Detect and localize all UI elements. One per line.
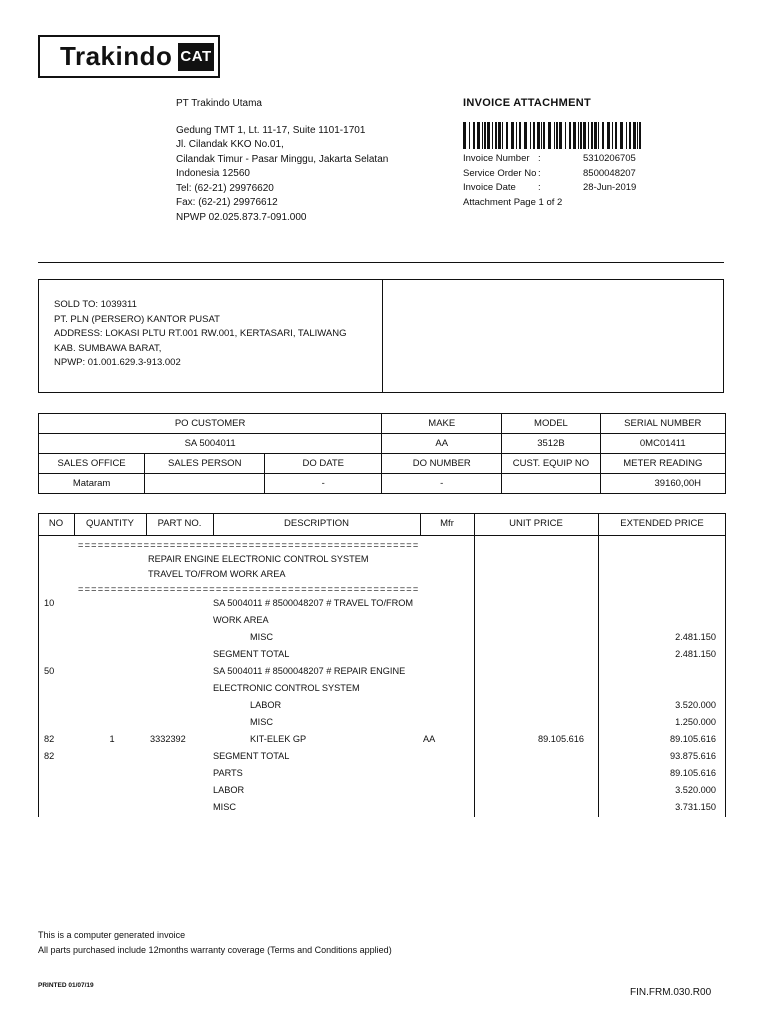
item-qty: 1 (109, 734, 115, 744)
separator: ==================================================== (78, 584, 420, 594)
item-desc: PARTS (213, 768, 243, 778)
barcode-bar (498, 122, 501, 149)
invoice-info (463, 152, 636, 210)
item-ext: 93.875.616 (670, 751, 716, 761)
label: Invoice Number (463, 153, 530, 164)
item-desc: SA 5004011 # 8500048207 # TRAVEL TO/FROM (213, 598, 414, 608)
sales-office: Mataram (39, 474, 145, 494)
header-part-no: PART NO. (157, 518, 202, 529)
company-line: Gedung TMT 1, Lt. 11-17, Suite 1101-1701 (176, 124, 366, 136)
sold-to-text (54, 298, 347, 371)
barcode-bar (533, 122, 535, 149)
header-sales-office: SALES OFFICE (39, 454, 145, 474)
barcode-bar (565, 122, 566, 149)
item-sub: MISC (250, 717, 273, 727)
barcode-bar (487, 122, 490, 149)
item-part: 3332392 (150, 734, 186, 744)
item-ext: 3.520.000 (675, 785, 716, 795)
item-no: 50 (44, 666, 55, 676)
barcode-bar (516, 122, 517, 149)
item-desc: MISC (213, 802, 236, 812)
item-desc: SA 5004011 # 8500048207 # REPAIR ENGINE (213, 666, 406, 676)
invoice-title: INVOICE ATTACHMENT (463, 97, 592, 109)
barcode-bar (511, 122, 514, 149)
item-desc: SEGMENT TOTAL (213, 751, 290, 761)
item-ext: 2.481.150 (675, 649, 716, 659)
header-description: DESCRIPTION (284, 518, 349, 529)
do-date: - (265, 474, 382, 494)
company-line: Cilandak Timur - Pasar Minggu, Jakarta Selatan (176, 153, 389, 165)
barcode-bar (615, 122, 617, 149)
company-address (176, 97, 388, 225)
barcode-bar (543, 122, 545, 149)
barcode-bar (524, 122, 527, 149)
header-make: MAKE (382, 414, 502, 434)
do-number: - (382, 474, 502, 494)
company-name: PT Trakindo Utama (176, 98, 262, 109)
header-mfr: Mfr (440, 518, 454, 529)
table-border (474, 513, 475, 817)
item-mfr: AA (423, 734, 436, 744)
item-desc: WORK AREA (213, 615, 269, 625)
barcode-bar (583, 122, 586, 149)
item-no: 82 (44, 734, 55, 744)
header-no: NO (48, 518, 64, 529)
sold-line: SOLD TO: 1039311 (54, 299, 137, 310)
header-unit-price: UNIT PRICE (509, 518, 563, 529)
invoice-number: 5310206705 (583, 153, 636, 164)
service-order-number: 8500048207 (583, 167, 636, 179)
item-desc: ELECTRONIC CONTROL SYSTEM (213, 683, 360, 693)
item-no: 10 (44, 598, 55, 608)
sold-line: ADDRESS: LOKASI PLTU RT.001 RW.001, KERTASARI, TALIWANG (54, 328, 347, 339)
barcode-bar (629, 122, 631, 149)
label: Invoice Date (463, 182, 516, 193)
table-row (39, 474, 726, 494)
header-po-customer: PO CUSTOMER (39, 414, 382, 434)
company-line: Tel: (62-21) 29976620 (176, 182, 274, 194)
table-border (725, 513, 726, 817)
barcode-bar (637, 122, 638, 149)
printed-date: PRINTED 01/07/19 (38, 982, 94, 989)
table-header-row (39, 414, 726, 434)
barcode-bar (492, 122, 493, 149)
item-no: 82 (44, 751, 55, 761)
item-ext: 3.731.150 (675, 802, 716, 812)
header-extended-price: EXTENDED PRICE (620, 518, 704, 529)
company-line: Fax: (62-21) 29976612 (176, 197, 278, 208)
barcode-bar (484, 122, 486, 149)
order-info-table (38, 413, 726, 494)
job-title: TRAVEL TO/FROM WORK AREA (148, 569, 286, 579)
cust-equip-no (502, 474, 600, 494)
header-model: MODEL (502, 414, 600, 434)
header-do-date: DO DATE (265, 454, 382, 474)
barcode-bar (548, 122, 551, 149)
barcode-bar (607, 122, 610, 149)
barcode-bar (569, 122, 571, 149)
header-meter-reading: METER READING (600, 454, 725, 474)
barcode-bar (578, 122, 579, 149)
company-line: NPWP 02.025.873.7-091.000 (176, 211, 307, 223)
footer-warranty: All parts purchased include 12months warranty coverage (Terms and Conditions applied) (38, 945, 392, 955)
barcode-bar (626, 122, 627, 149)
serial-number: 0MC01411 (600, 434, 725, 454)
company-line: Jl. Cilandak KKO No.01, (176, 139, 284, 150)
item-desc: SEGMENT TOTAL (213, 649, 290, 659)
barcode-bar (612, 122, 613, 149)
separator: ==================================================== (78, 540, 420, 550)
item-ext: 3.520.000 (675, 700, 716, 710)
item-desc: LABOR (213, 785, 245, 795)
barcode-bar (469, 122, 470, 149)
header-sales-person: SALES PERSON (145, 454, 265, 474)
barcode-bar (602, 122, 604, 149)
colon: : (538, 182, 541, 193)
invoice-date-row (463, 181, 636, 196)
colon: : (538, 167, 541, 179)
items-table (38, 513, 726, 817)
barcode-bar (473, 122, 475, 149)
item-sub: KIT-ELEK GP (250, 734, 307, 744)
logo-wordmark: Trakindo (60, 41, 173, 71)
invoice-number-row (463, 152, 636, 167)
item-sub: LABOR (250, 700, 282, 710)
make: AA (382, 434, 502, 454)
header-do-number: DO NUMBER (382, 454, 502, 474)
colon: : (538, 153, 541, 164)
attachment-page: Attachment Page 1 of 2 (463, 196, 563, 208)
model: 3512B (502, 434, 600, 454)
barcode-bar (530, 122, 531, 149)
barcode-bar (633, 122, 636, 149)
barcode-bar (620, 122, 623, 149)
company-line: Indonesia 12560 (176, 168, 250, 179)
barcode-bar (594, 122, 597, 149)
label: Service Order No (463, 167, 537, 179)
barcode-bar (519, 122, 521, 149)
job-title: REPAIR ENGINE ELECTRONIC CONTROL SYSTEM (148, 554, 369, 564)
barcode-icon (463, 122, 645, 149)
form-code: FIN.FRM.030.R00 (630, 987, 712, 998)
sold-line: KAB. SUMBAWA BARAT, (54, 342, 162, 354)
sold-to-panel (39, 280, 383, 392)
barcode-bar (506, 122, 508, 149)
sold-line: NPWP: 01.001.629.3-913.002 (54, 357, 181, 368)
item-ext: 89.105.616 (670, 768, 716, 778)
po-customer: SA 5004011 (39, 434, 382, 454)
meter-reading: 39160,00H (600, 474, 725, 494)
barcode-bar (554, 122, 555, 149)
barcode-bar (559, 122, 562, 149)
barcode-bar (477, 122, 480, 149)
cat-logo-mark: CAT (178, 43, 214, 71)
barcode-bar (591, 122, 593, 149)
item-ext: 2.481.150 (675, 632, 716, 642)
barcode-bar (495, 122, 497, 149)
item-sub: MISC (250, 632, 273, 642)
barcode-bar (588, 122, 589, 149)
barcode-bar (598, 122, 599, 149)
item-ext: 89.105.616 (670, 734, 716, 744)
header-serial-number: SERIAL NUMBER (600, 414, 725, 434)
item-ext: 1.250.000 (675, 717, 716, 727)
barcode-bar (639, 122, 641, 149)
table-border (38, 513, 39, 817)
barcode-bar (580, 122, 582, 149)
barcode-bar (502, 122, 503, 149)
barcode-bar (482, 122, 483, 149)
header-cust-equip-no: CUST. EQUIP NO (502, 454, 600, 474)
table-header-row (39, 454, 726, 474)
table-row (39, 434, 726, 454)
item-unit: 89.105.616 (538, 734, 584, 744)
table-border (38, 535, 726, 536)
barcode-bar (463, 122, 466, 149)
trakindo-cat-logo (38, 35, 220, 78)
service-order-row (463, 167, 636, 182)
header-quantity: QUANTITY (85, 518, 135, 529)
barcode-bar (537, 122, 540, 149)
sales-person (145, 474, 265, 494)
invoice-date: 28-Jun-2019 (583, 182, 637, 193)
divider (38, 262, 724, 263)
barcode-bar (573, 122, 576, 149)
footer-note: This is a computer generated invoice (38, 930, 186, 940)
sold-to-box (38, 279, 724, 393)
sold-line: PT. PLN (PERSERO) KANTOR PUSAT (54, 313, 220, 325)
barcode-bar (556, 122, 558, 149)
barcode-bar (541, 122, 542, 149)
